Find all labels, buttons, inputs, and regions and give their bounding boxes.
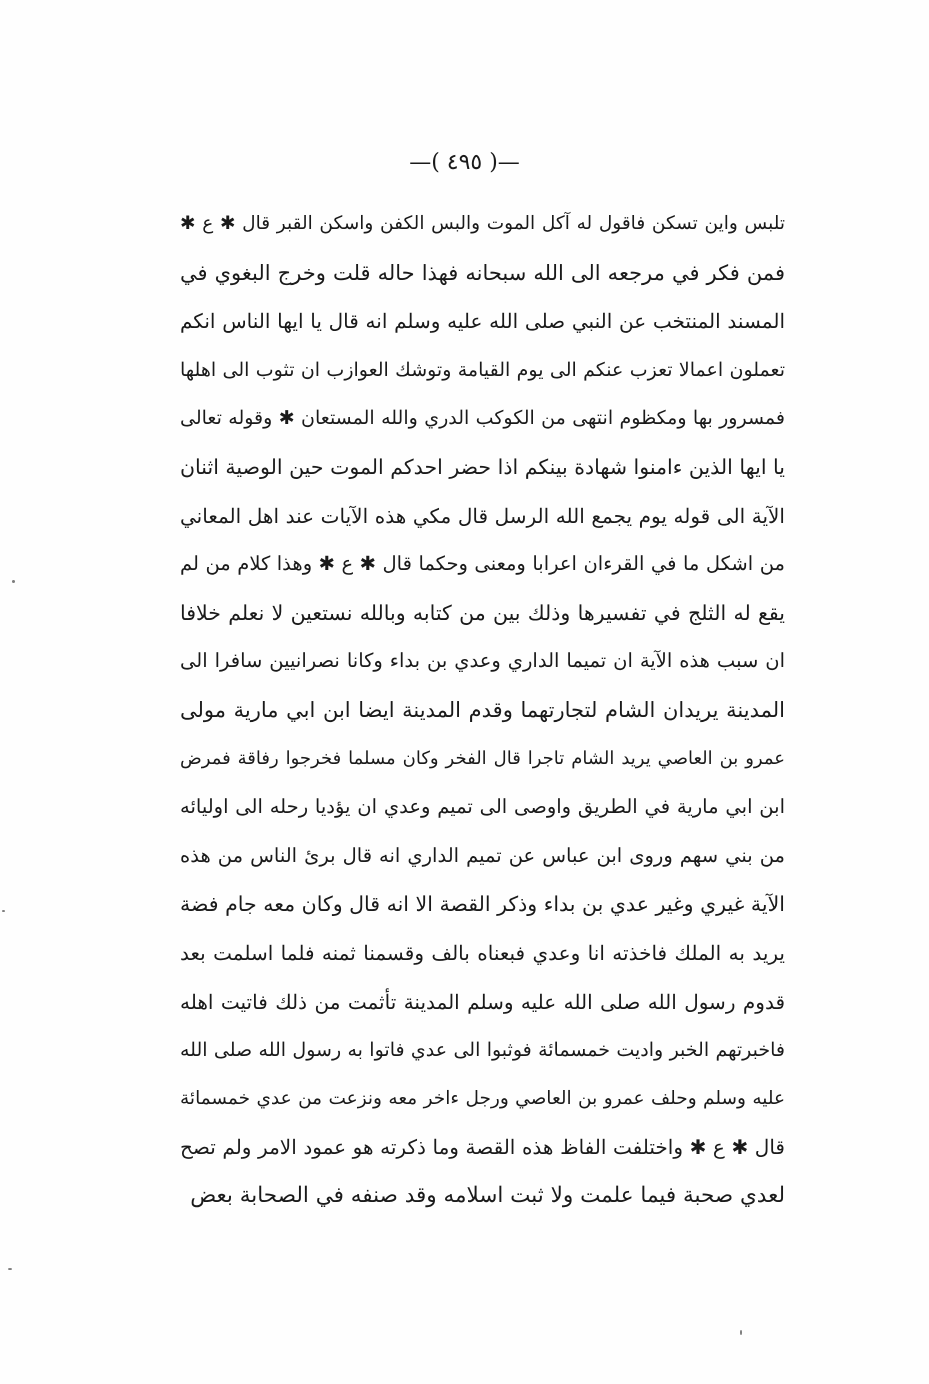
text-line: يريد به الملك فاخذته انا وعدي فبعناه بالف وقسمنا ثمنه فلما اسلمت بعد <box>180 940 785 965</box>
text-line: من اشكل ما في القرءان اعرابا ومعنى وحكما قال ✱ ع ✱ وهذا كلام من لم <box>180 552 785 576</box>
scan-speck <box>2 910 5 912</box>
text-line: ان سبب هذه الآية ان تميما الداري وعدي بن بداء وكانا نصرانيين سافرا الى <box>180 649 785 673</box>
text-line: المسند المنتخب عن النبي صلى الله عليه وسلم انه قال يا ايها الناس انكم <box>180 309 785 334</box>
scan-speck <box>740 1330 742 1335</box>
text-line: فمن فكر في مرجعه الى الله سبحانه فهذا حاله قلت وخرج البغوي في <box>180 260 785 285</box>
body-text <box>180 200 785 1220</box>
text-line: فمسرور بها ومكظوم انتهى من الكوكب الدري والله المستعان ✱ وقوله تعالى <box>180 407 785 430</box>
text-line: ابن ابي مارية في الطريق واوصى الى تميم وعدي ان يؤديا رحله الى اوليائه <box>180 795 785 819</box>
text-line: فاخبرتهم الخبر واديت خمسمائة فوثبوا الى عدي فاتوا به رسول الله صلى الله <box>180 1039 785 1062</box>
page-number: —( ٤٩٥ )— <box>409 150 520 175</box>
text-line: المدينة يريدان الشام لتجارتهما وقدم المدينة ايضا ابن ابي مارية مولى <box>180 697 785 722</box>
scan-speck <box>8 1268 12 1270</box>
text-line: الآية غيري وغير عدي بن بداء وذكر القصة الا انه قال وكان معه جام فضة <box>180 892 785 917</box>
text-line: يا ايها الذين ءامنوا شهادة بينكم اذا حضر احدكم الموت حين الوصية اثنان <box>180 454 785 479</box>
text-line: لعدي صحبة فيما علمت ولا ثبت اسلامه وقد صنفه في الصحابة بعض <box>190 1182 785 1208</box>
text-line: قدوم رسول الله صلى الله عليه وسلم المدينة تأثمت من ذلك فاتيت اهله <box>180 989 785 1014</box>
text-line: تلبس واين تسكن فاقول له آكل الموت والبس الكفن واسكن القبر قال ✱ ع ✱ <box>180 213 785 234</box>
text-line: قال ✱ ع ✱ واختلفت الفاظ هذه القصة وما ذكرته هو عمود الامر ولم تصح <box>180 1135 785 1160</box>
text-line: الآية الى قوله يوم يجمع الله الرسل قال مكي هذه الآيات عند اهل المعاني <box>180 503 785 528</box>
text-line: تعملون اعمالا تعزب عنكم الى يوم القيامة وتوشك العوازب ان تثوب الى اهلها <box>180 358 785 381</box>
text-line: عليه وسلم وحلف عمرو بن العاصي ورجل ءاخر معه ونزعت من عدي خمسمائة <box>180 1087 785 1109</box>
text-line: يقع له الثلج في تفسيرها وذلك بين من كتابه وبالله نستعين لا نعلم خلافا <box>180 600 785 625</box>
scan-speck <box>12 580 15 583</box>
text-line: عمرو بن العاصي يريد الشام تاجرا قال الفخر وكان مسلما فخرجوا رفاقة فمرض <box>180 747 785 769</box>
text-line: من بني سهم وروى ابن عباس عن تميم الداري انه قال برئ الناس من هذه <box>180 843 785 867</box>
